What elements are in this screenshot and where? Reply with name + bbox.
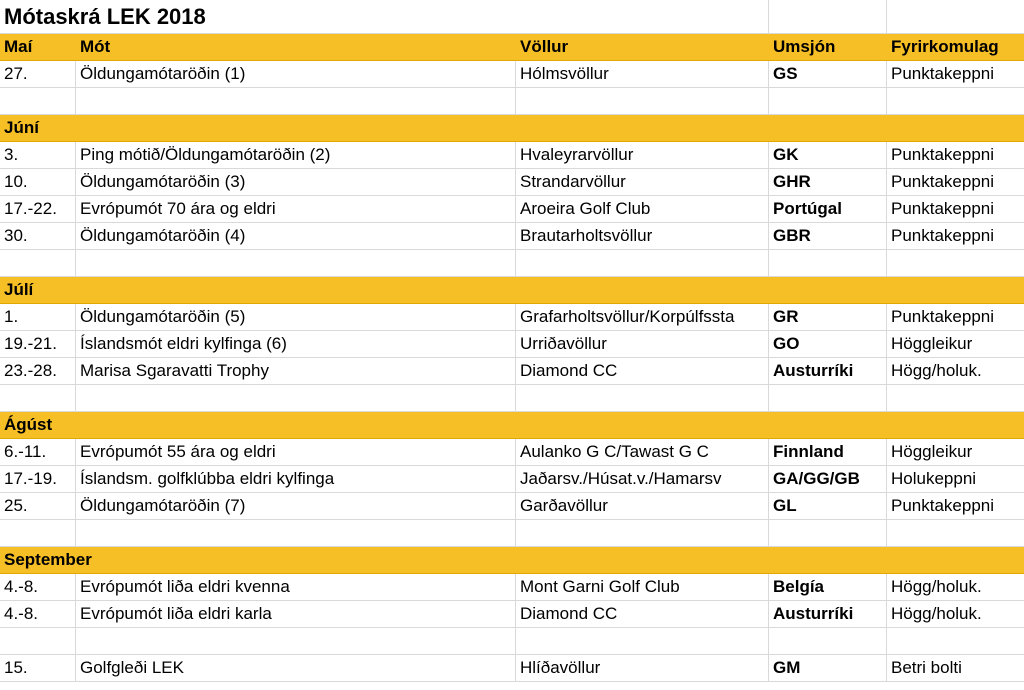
empty-cell[interactable] [769, 520, 887, 546]
column-header-course[interactable]: Völlur [520, 37, 569, 56]
date-cell[interactable]: 10. [0, 169, 76, 195]
course-cell[interactable]: Strandarvöllur [516, 169, 769, 195]
empty-cell[interactable] [76, 628, 516, 654]
column-header-host[interactable]: Umsjón [773, 37, 836, 56]
empty-cell[interactable] [516, 0, 769, 33]
host-cell[interactable]: GR [769, 304, 887, 330]
empty-cell[interactable] [887, 628, 1024, 654]
format-cell[interactable]: Betri bolti [891, 658, 962, 677]
date-cell[interactable]: 27. [0, 61, 76, 87]
table-row [0, 196, 1024, 223]
empty-cell[interactable] [76, 88, 516, 114]
date-cell[interactable]: 17.-19. [0, 466, 76, 492]
empty-row [0, 250, 1024, 277]
table-row [0, 61, 1024, 88]
table-row [0, 358, 1024, 385]
course-cell[interactable]: Diamond CC [516, 358, 769, 384]
empty-cell[interactable] [76, 520, 516, 546]
host-cell[interactable]: GM [769, 655, 887, 681]
event-cell[interactable]: Öldungamótaröðin (5) [76, 304, 516, 330]
empty-cell[interactable] [0, 520, 76, 546]
event-cell[interactable]: Ping mótið/Öldungamótaröðin (2) [76, 142, 516, 168]
course-cell[interactable]: Grafarholtsvöllur/Korpúlfssta [516, 304, 769, 330]
format-cell[interactable]: Punktakeppni [891, 64, 995, 83]
course-cell[interactable]: Aroeira Golf Club [516, 196, 769, 222]
event-cell[interactable]: Golfgleði LEK [76, 655, 516, 681]
format-cell[interactable]: Punktakeppni [891, 226, 995, 245]
empty-cell[interactable] [0, 628, 76, 654]
course-cell[interactable]: Hlíðavöllur [516, 655, 769, 681]
format-cell[interactable]: Höggleikur [891, 334, 973, 353]
host-cell[interactable]: GHR [769, 169, 887, 195]
format-cell[interactable]: Högg/holuk. [891, 361, 982, 380]
host-cell[interactable]: GS [769, 61, 887, 87]
section-header-september [0, 547, 1024, 574]
host-cell[interactable]: GK [769, 142, 887, 168]
date-cell[interactable]: 17.-22. [0, 196, 76, 222]
event-cell[interactable]: Íslandsm. golfklúbba eldri kylfinga [76, 466, 516, 492]
section-month-label[interactable]: Júní [4, 118, 39, 137]
course-cell[interactable]: Hólmsvöllur [516, 61, 769, 87]
event-cell[interactable]: Evrópumót 55 ára og eldri [76, 439, 516, 465]
empty-cell[interactable] [769, 385, 887, 411]
date-cell[interactable]: 6.-11. [0, 439, 76, 465]
empty-cell[interactable] [516, 250, 769, 276]
empty-row [0, 628, 1024, 655]
host-cell[interactable]: GA/GG/GB [769, 466, 887, 492]
event-cell[interactable]: Öldungamótaröðin (1) [76, 61, 516, 87]
empty-cell[interactable] [769, 0, 887, 33]
section-month-label[interactable]: Júlí [4, 280, 34, 299]
date-cell[interactable]: 25. [0, 493, 76, 519]
event-cell[interactable]: Öldungamótaröðin (4) [76, 223, 516, 249]
empty-cell[interactable] [0, 385, 76, 411]
host-cell[interactable]: Finnland [769, 439, 887, 465]
column-header-event[interactable]: Mót [80, 37, 111, 56]
date-cell[interactable]: 4.-8. [0, 574, 76, 600]
table-row [0, 304, 1024, 331]
column-header-format[interactable]: Fyrirkomulag [891, 37, 999, 56]
host-cell[interactable]: GL [769, 493, 887, 519]
section-month-label[interactable]: September [4, 550, 92, 569]
date-cell[interactable]: 23.-28. [0, 358, 76, 384]
empty-cell[interactable] [516, 88, 769, 114]
section-header-júní [0, 115, 1024, 142]
section-header-maí [0, 34, 1024, 61]
format-cell[interactable]: Punktakeppni [891, 496, 995, 515]
event-cell[interactable]: Evrópumót liða eldri kvenna [76, 574, 516, 600]
format-cell[interactable]: Punktakeppni [891, 145, 995, 164]
empty-cell[interactable] [887, 0, 1024, 33]
date-cell[interactable]: 15. [0, 655, 76, 681]
event-cell[interactable]: Evrópumót liða eldri karla [76, 601, 516, 627]
format-cell[interactable]: Punktakeppni [891, 199, 995, 218]
course-cell[interactable]: Hvaleyrarvöllur [516, 142, 769, 168]
page-title: Mótaskrá LEK 2018 [4, 4, 206, 29]
empty-cell[interactable] [887, 385, 1024, 411]
event-cell[interactable]: Evrópumót 70 ára og eldri [76, 196, 516, 222]
table-row [0, 439, 1024, 466]
host-cell[interactable]: Austurríki [769, 601, 887, 627]
section-month-label[interactable]: Ágúst [4, 415, 53, 434]
empty-cell[interactable] [887, 520, 1024, 546]
format-cell[interactable]: Högg/holuk. [891, 577, 982, 596]
format-cell[interactable]: Punktakeppni [891, 307, 995, 326]
empty-cell[interactable] [0, 88, 76, 114]
course-cell[interactable]: Brautarholtsvöllur [516, 223, 769, 249]
host-cell[interactable]: Belgía [769, 574, 887, 600]
empty-cell[interactable] [516, 385, 769, 411]
host-cell[interactable]: Austurríki [769, 358, 887, 384]
format-cell[interactable]: Holukeppni [891, 469, 977, 488]
event-cell[interactable]: Öldungamótaröðin (7) [76, 493, 516, 519]
empty-cell[interactable] [769, 628, 887, 654]
table-row [0, 223, 1024, 250]
empty-cell[interactable] [516, 628, 769, 654]
format-cell[interactable]: Punktakeppni [891, 172, 995, 191]
empty-row [0, 88, 1024, 115]
host-cell[interactable]: GO [769, 331, 887, 357]
table-row [0, 331, 1024, 358]
table-row [0, 466, 1024, 493]
course-cell[interactable]: Diamond CC [516, 601, 769, 627]
table-row [0, 493, 1024, 520]
date-cell[interactable]: 19.-21. [0, 331, 76, 357]
empty-cell[interactable] [0, 250, 76, 276]
host-cell[interactable]: GBR [769, 223, 887, 249]
table-row [0, 655, 1024, 682]
table-row [0, 601, 1024, 628]
course-cell[interactable]: Aulanko G C/Tawast G C [516, 439, 769, 465]
empty-cell[interactable] [769, 250, 887, 276]
date-cell[interactable]: 30. [0, 223, 76, 249]
event-cell[interactable]: Marisa Sgaravatti Trophy [76, 358, 516, 384]
empty-cell[interactable] [76, 250, 516, 276]
empty-row [0, 385, 1024, 412]
format-cell[interactable]: Högg/holuk. [891, 604, 982, 623]
table-row [0, 142, 1024, 169]
section-header-ágúst [0, 412, 1024, 439]
empty-cell[interactable] [887, 250, 1024, 276]
date-cell[interactable]: 4.-8. [0, 601, 76, 627]
empty-cell[interactable] [516, 520, 769, 546]
date-cell[interactable]: 1. [0, 304, 76, 330]
course-cell[interactable]: Mont Garni Golf Club [516, 574, 769, 600]
column-header-month[interactable]: Maí [4, 37, 33, 56]
event-cell[interactable]: Öldungamótaröðin (3) [76, 169, 516, 195]
host-cell[interactable]: Portúgal [769, 196, 887, 222]
section-header-júlí [0, 277, 1024, 304]
format-cell[interactable]: Höggleikur [891, 442, 973, 461]
title-row [0, 0, 1024, 34]
course-cell[interactable]: Garðavöllur [516, 493, 769, 519]
table-row [0, 169, 1024, 196]
course-cell[interactable]: Jaðarsv./Húsat.v./Hamarsv [516, 466, 769, 492]
course-cell[interactable]: Urriðavöllur [516, 331, 769, 357]
empty-cell[interactable] [769, 88, 887, 114]
empty-row [0, 520, 1024, 547]
event-cell[interactable]: Íslandsmót eldri kylfinga (6) [76, 331, 516, 357]
date-cell[interactable]: 3. [0, 142, 76, 168]
empty-cell[interactable] [887, 88, 1024, 114]
empty-cell[interactable] [76, 385, 516, 411]
table-row [0, 574, 1024, 601]
